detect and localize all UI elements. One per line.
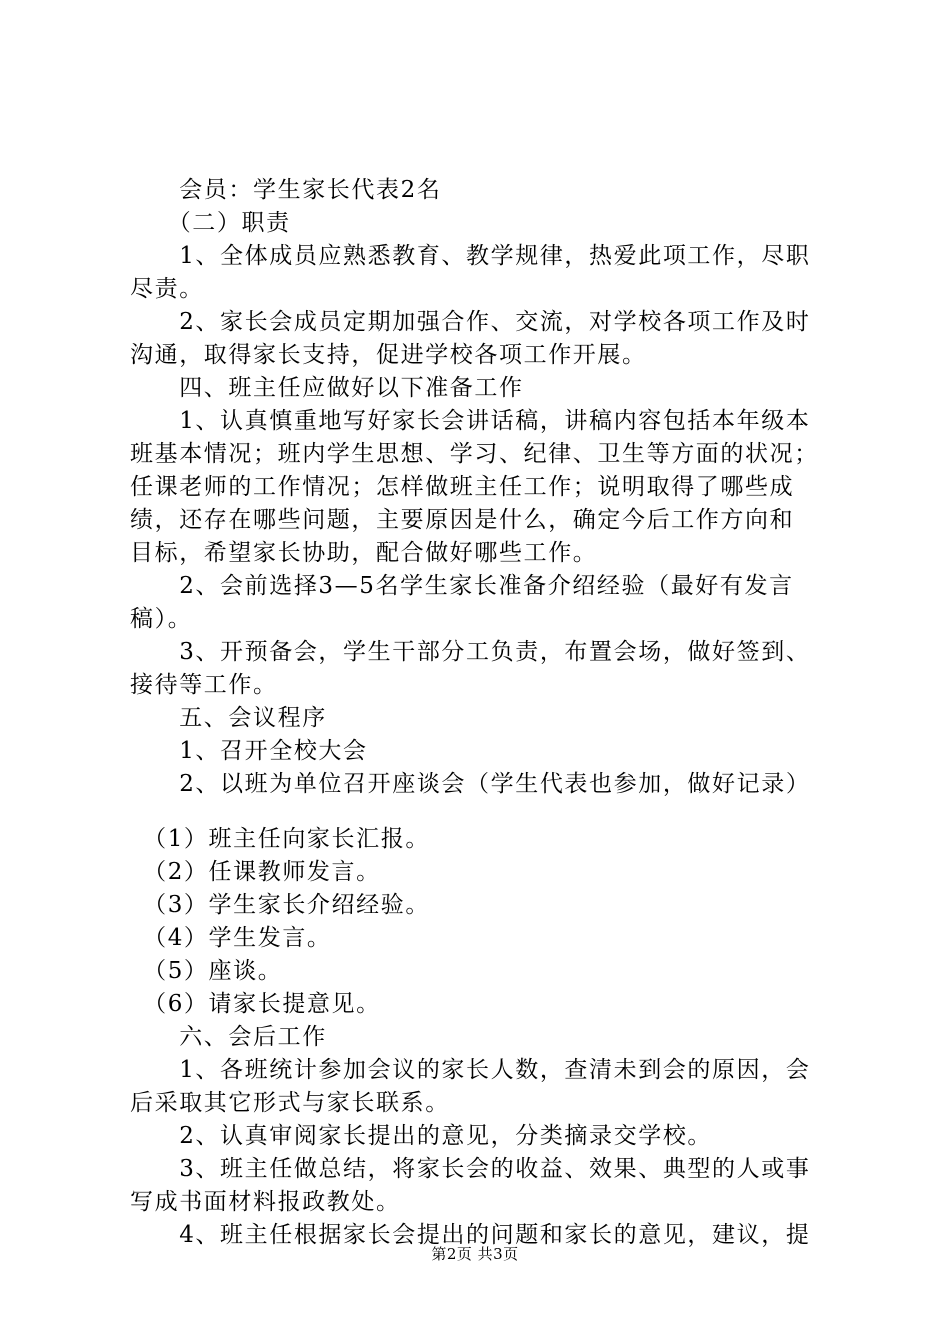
text-line: 尽责。 <box>130 276 204 302</box>
list-item: （1）班主任向家长汇报。 <box>130 826 430 852</box>
page-footer: 第2页 共3页 <box>431 1245 519 1263</box>
text-line: 1、认真慎重地写好家长会讲话稿，讲稿内容包括本年级本 <box>130 408 811 434</box>
text-line: 目标，希望家长协助，配合做好哪些工作。 <box>130 540 598 566</box>
text-line: 2、以班为单位召开座谈会（学生代表也参加，做好记录） <box>130 771 811 797</box>
paragraph-gap <box>130 801 830 823</box>
text-line: 2、家长会成员定期加强合作、交流，对学校各项工作及时 <box>130 309 811 335</box>
text-line: 绩，还存在哪些问题，主要原因是什么，确定今后工作方向和 <box>130 507 795 533</box>
text-line: 1、召开全校大会 <box>130 738 368 764</box>
body-text <box>130 174 830 1252</box>
text-line: 沟通，取得家长支持，促进学校各项工作开展。 <box>130 342 647 368</box>
text-line: 2、会前选择3—5名学生家长准备介绍经验（最好有发言 <box>130 573 794 599</box>
text-line: 写成书面材料报政教处。 <box>130 1189 401 1215</box>
section-heading: 六、会后工作 <box>130 1024 327 1050</box>
text-line: 后采取其它形式与家长联系。 <box>130 1090 450 1116</box>
text-line: 3、开预备会，学生干部分工负责，布置会场，做好签到、 <box>130 639 811 665</box>
text-line: 会员：学生家长代表2名 <box>130 177 442 203</box>
text-line: 2、认真审阅家长提出的意见，分类摘录交学校。 <box>130 1123 713 1149</box>
list-item: （6）请家长提意见。 <box>130 991 381 1017</box>
list-item: （4）学生发言。 <box>130 925 332 951</box>
text-line: 4、班主任根据家长会提出的问题和家长的意见，建议，提 <box>130 1222 811 1248</box>
text-line: 接待等工作。 <box>130 672 278 698</box>
section-heading: 四、班主任应做好以下准备工作 <box>130 375 524 401</box>
list-item: （3）学生家长介绍经验。 <box>130 892 430 918</box>
text-line: 1、各班统计参加会议的家长人数，查清未到会的原因，会 <box>130 1057 811 1083</box>
list-item: （5）座谈。 <box>130 958 283 984</box>
list-item: （2）任课教师发言。 <box>130 859 381 885</box>
section-heading: 五、会议程序 <box>130 705 327 731</box>
section-heading: （二）职责 <box>130 210 291 236</box>
text-line: 1、全体成员应熟悉教育、教学规律，热爱此项工作，尽职 <box>130 243 811 269</box>
text-line: 3、班主任做总结，将家长会的收益、效果、典型的人或事 <box>130 1156 811 1182</box>
text-line: 任课老师的工作情况；怎样做班主任工作；说明取得了哪些成 <box>130 474 795 500</box>
text-line: 稿）。 <box>130 606 193 632</box>
text-line: 班基本情况；班内学生思想、学习、纪律、卫生等方面的状况； <box>130 441 819 467</box>
